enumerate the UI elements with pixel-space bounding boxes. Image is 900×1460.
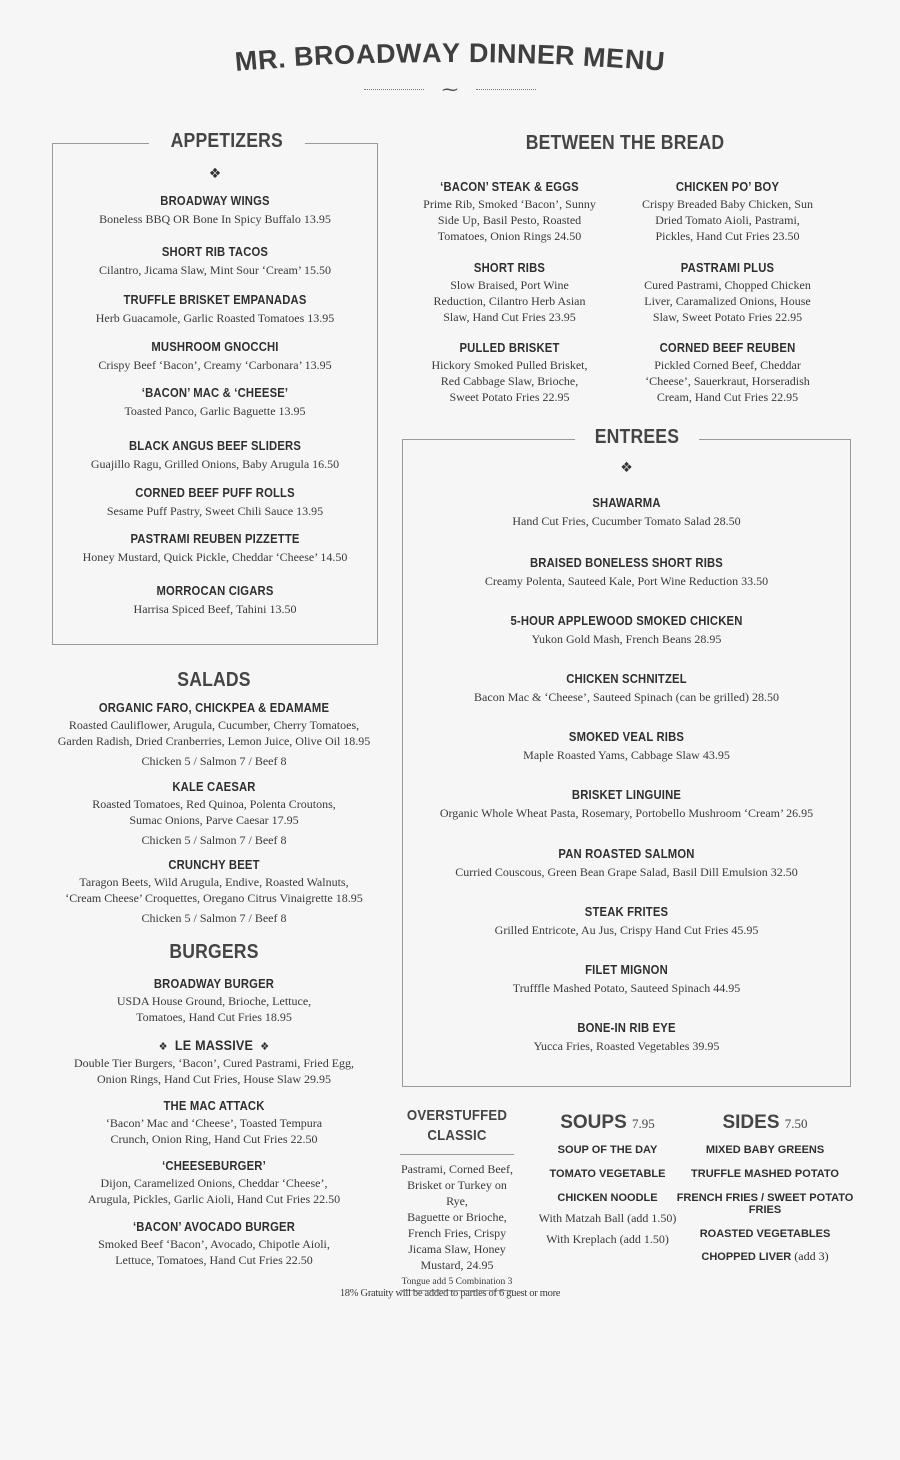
item-name: BRAISED BONELESS SHORT RIBS	[529, 556, 723, 570]
soups-price: 7.95	[632, 1116, 655, 1131]
item-name: ‘BACON’ AVOCADO BURGER	[132, 1220, 296, 1234]
salads-heading: SALADS	[177, 669, 251, 691]
item-description: Bacon Mac & ‘Cheese’, Sauteed Spinach (can be grilled) 28.50	[474, 690, 779, 704]
overstuffed-heading-line1: OVERSTUFFED	[406, 1107, 508, 1124]
appetizer-item	[53, 245, 377, 278]
appetizer-item	[53, 194, 377, 227]
item-name-row	[68, 977, 360, 991]
title-letter	[460, 38, 468, 69]
title-ornament	[0, 80, 900, 99]
appetizers-section	[52, 130, 378, 645]
overstuffed-divider	[400, 1154, 514, 1155]
appetizer-item	[53, 584, 377, 617]
item-description: Crispy Beef ‘Bacon’, Creamy ‘Carbonara’ 13.95	[98, 358, 332, 372]
item-name: KALE CAESAR	[172, 780, 256, 794]
appetizer-item	[53, 532, 377, 565]
item-description: Yucca Fries, Roasted Vegetables 39.95	[533, 1039, 720, 1053]
item-addons: Chicken 5 / Salmon 7 / Beef 8	[141, 911, 287, 925]
item-name-row	[68, 1220, 360, 1234]
appetizer-item	[53, 340, 377, 373]
soup-option: With Kreplach (add 1.50)	[546, 1232, 669, 1246]
sandwich-item	[422, 180, 597, 244]
item-description: Maple Roasted Yams, Cabbage Slaw 43.95	[523, 748, 730, 762]
diamond-ornament-icon: ❖	[208, 166, 222, 182]
sandwich-item	[640, 341, 815, 405]
item-name: LE MASSIVE	[174, 1037, 254, 1053]
burger-item	[52, 1220, 376, 1268]
entree-item	[403, 847, 850, 880]
salad-item	[52, 701, 376, 769]
item-description-line: Crispy Breaded Baby Chicken, Sun	[642, 197, 813, 211]
burger-item	[52, 977, 376, 1025]
item-description: Harrisa Spiced Beef, Tahini 13.50	[133, 602, 297, 616]
item-description-line2: Lettuce, Tomatoes, Hand Cut Fries 22.50	[115, 1253, 313, 1267]
item-name: FILET MIGNON	[585, 963, 668, 977]
item-description-line2: Tomatoes, Hand Cut Fries 18.95	[136, 1010, 292, 1024]
item-name: PULLED BRISKET	[459, 341, 560, 355]
item-description-line: Pickled Corned Beef, Cheddar	[654, 358, 801, 372]
item-description-line: ‘Cheese’, Sauerkraut, Horseradish	[645, 374, 810, 388]
item-description-line: Hickory Smoked Pulled Brisket,	[431, 358, 588, 372]
soup-item: SOUP OF THE DAY	[557, 1144, 658, 1156]
item-description-line2: Crunch, Onion Ring, Hand Cut Fries 22.50	[110, 1132, 318, 1146]
item-name: PASTRAMI REUBEN PIZZETTE	[130, 532, 300, 546]
title-letter: D	[468, 38, 489, 69]
overstuffed-description-line: Pastrami, Corned Beef,	[401, 1162, 513, 1176]
item-name-row	[68, 1037, 360, 1053]
title-letter: D	[375, 38, 397, 70]
title-letter: M	[234, 45, 260, 77]
burger-item	[52, 1099, 376, 1147]
item-description: Honey Mustard, Quick Pickle, Cheddar ‘Cheese’ 14.50	[82, 550, 348, 564]
item-description-line: Red Cabbage Slaw, Brioche,	[440, 374, 579, 388]
item-name: CHICKEN SCHNITZEL	[566, 672, 687, 686]
soups-heading	[535, 1112, 680, 1134]
sides-section	[676, 1112, 854, 1264]
divider-right	[476, 89, 536, 90]
item-description-line: Slaw, Sweet Potato Fries 22.95	[652, 310, 803, 324]
item-description: Organic Whole Wheat Pasta, Rosemary, Portobello Mushroom ‘Cream’ 26.95	[439, 806, 814, 820]
appetizer-item	[53, 486, 377, 519]
divider-left	[364, 89, 424, 90]
item-name: CHICKEN PO’ BOY	[675, 180, 780, 194]
title-letter: N	[496, 38, 517, 70]
title-letter: Y	[441, 37, 461, 69]
entree-item	[403, 730, 850, 763]
appetizer-item	[53, 386, 377, 419]
salad-item	[52, 858, 376, 926]
item-name: SMOKED VEAL RIBS	[568, 730, 685, 744]
burger-item	[52, 1159, 376, 1207]
soup-option: With Matzah Ball (add 1.50)	[538, 1211, 677, 1225]
item-name: SHAWARMA	[592, 496, 661, 510]
appetizers-heading-wrap	[149, 130, 305, 153]
swash-ornament-icon: ⁓	[442, 80, 458, 99]
item-name-row	[68, 1099, 360, 1113]
item-description-line: Dried Tomato Aioli, Pastrami,	[655, 213, 800, 227]
appetizer-item	[53, 293, 377, 326]
item-description-line: Slaw, Hand Cut Fries 23.95	[443, 310, 576, 324]
soup-item: CHICKEN NOODLE	[557, 1192, 658, 1204]
title-letter: M	[582, 41, 608, 74]
item-name: ORGANIC FARO, CHICKPEA & EDAMAME	[98, 701, 330, 715]
item-name: 5-HOUR APPLEWOOD SMOKED CHICKEN	[510, 614, 743, 628]
side-item: ROASTED VEGETABLES	[699, 1228, 831, 1240]
item-description: Trufffle Mashed Potato, Sauteed Spinach 44.95	[512, 981, 741, 995]
item-description-line1: USDA House Ground, Brioche, Lettuce,	[116, 994, 312, 1008]
soup-item: TOMATO VEGETABLE	[549, 1168, 666, 1180]
item-description-line1: ‘Bacon’ Mac and ‘Cheese’, Toasted Tempura	[105, 1116, 323, 1130]
item-description: Boneless BBQ OR Bone In Spicy Buffalo 13.95	[99, 212, 331, 226]
side-item-label: CHOPPED LIVER	[701, 1251, 792, 1263]
entree-item	[403, 788, 850, 821]
item-name: ‘BACON’ MAC & ‘CHEESE’	[141, 386, 289, 400]
overstuffed-description-line: Baguette or Brioche,	[407, 1210, 507, 1224]
item-description-line: Side Up, Basil Pesto, Roasted	[437, 213, 582, 227]
overstuffed-classic-section	[396, 1106, 518, 1291]
diamond-ornament-icon: ❖	[260, 1040, 270, 1053]
sandwich-item	[640, 180, 815, 244]
item-description-line: Sweet Potato Fries 22.95	[449, 390, 570, 404]
side-item: MIXED BABY GREENS	[705, 1144, 825, 1156]
item-name: ‘BACON’ STEAK & EGGS	[440, 180, 579, 194]
item-description-line1: Taragon Beets, Wild Arugula, Endive, Roasted Walnuts,	[79, 875, 349, 889]
item-description-line1: Dijon, Caramelized Onions, Cheddar ‘Cheese’,	[100, 1176, 328, 1190]
item-description-line: Slow Braised, Port Wine	[450, 278, 569, 292]
item-description-line: Prime Rib, Smoked ‘Bacon’, Sunny	[423, 197, 596, 211]
item-name: CORNED BEEF PUFF ROLLS	[135, 486, 295, 500]
item-name-row	[68, 1159, 360, 1173]
salad-item	[52, 780, 376, 848]
burgers-heading: BURGERS	[169, 941, 259, 963]
item-description-line2: Onion Rings, Hand Cut Fries, House Slaw 29.95	[97, 1072, 331, 1086]
side-item: FRENCH FRIES / SWEET POTATO FRIES	[676, 1192, 854, 1216]
entree-item	[403, 963, 850, 996]
item-addons: Chicken 5 / Salmon 7 / Beef 8	[141, 754, 287, 768]
diamond-ornament-icon: ❖	[158, 1040, 168, 1053]
item-description: Creamy Polenta, Sauteed Kale, Port Wine Reduction 33.50	[484, 574, 769, 588]
item-description-line2: Garden Radish, Dried Cranberries, Lemon Juice, Olive Oil 18.95	[57, 734, 371, 748]
title-letter: E	[605, 42, 626, 75]
title-letter: I	[488, 38, 497, 69]
item-description: Toasted Panco, Garlic Baguette 13.95	[124, 404, 306, 418]
entrees-heading: ENTREES	[594, 426, 680, 448]
item-description: Yukon Gold Mash, French Beans 28.95	[531, 632, 722, 646]
title-letter: .	[277, 43, 288, 74]
item-name: ‘CHEESEBURGER’	[162, 1159, 266, 1173]
entree-item	[403, 1021, 850, 1054]
entree-item	[403, 614, 850, 647]
item-name: BROADWAY BURGER	[153, 977, 275, 991]
sandwich-item	[640, 261, 815, 325]
title-letter: R	[554, 40, 576, 72]
item-name: PASTRAMI PLUS	[680, 261, 775, 275]
gratuity-note: 18% Gratuity will be added to parties of 6 guest or more	[339, 1288, 561, 1299]
item-name: CORNED BEEF REUBEN	[659, 341, 796, 355]
item-description-line: Pickles, Hand Cut Fries 23.50	[655, 229, 800, 243]
item-name: PAN ROASTED SALMON	[558, 847, 695, 861]
item-description: Cilantro, Jicama Slaw, Mint Sour ‘Cream’ 15.50	[99, 263, 331, 277]
burger-item	[52, 1037, 376, 1087]
item-description-line: Cream, Hand Cut Fries 22.95	[656, 390, 799, 404]
sides-heading	[676, 1112, 854, 1134]
title-letter: E	[535, 39, 556, 71]
item-name: BLACK ANGUS BEEF SLIDERS	[128, 439, 302, 453]
item-description: Guajillo Ragu, Grilled Onions, Baby Arugula 16.50	[90, 457, 340, 471]
title-letter: N	[516, 38, 538, 70]
title-letter: O	[333, 39, 357, 71]
overstuffed-note: Tongue add 5 Combination 3	[401, 1277, 513, 1287]
item-name: CRUNCHY BEET	[168, 858, 260, 872]
item-description: Herb Guacamole, Garlic Roasted Tomatoes 13.95	[95, 311, 335, 325]
between-the-bread-heading: BETWEEN THE BREAD	[525, 132, 725, 154]
entree-item	[403, 496, 850, 529]
overstuffed-description-line: Brisket or Turkey on Rye,	[407, 1178, 507, 1208]
item-name: THE MAC ATTACK	[163, 1099, 265, 1113]
item-name: TRUFFLE BRISKET EMPANADAS	[123, 293, 307, 307]
item-description-line: Liver, Caramalized Onions, House	[644, 294, 811, 308]
item-description-line1: Double Tier Burgers, ‘Bacon’, Cured Pastrami, Fried Egg,	[73, 1056, 355, 1070]
sides-title: SIDES	[722, 1112, 780, 1133]
item-description: Grilled Entricote, Au Jus, Crispy Hand Cut Fries 45.95	[494, 923, 759, 937]
title-letter: A	[421, 38, 443, 69]
item-description-line1: Smoked Beef ‘Bacon’, Avocado, Chipotle Aioli,	[98, 1237, 330, 1251]
item-addons: Chicken 5 / Salmon 7 / Beef 8	[141, 833, 287, 847]
entree-item	[403, 556, 850, 589]
item-description: Sesame Puff Pastry, Sweet Chili Sauce 13.95	[106, 504, 324, 518]
title-letter: N	[623, 43, 646, 76]
item-name: MUSHROOM GNOCCHI	[151, 340, 279, 354]
entrees-section	[402, 426, 851, 1087]
side-item: TRUFFLE MASHED POTATO	[691, 1168, 839, 1180]
soups-title: SOUPS	[560, 1112, 627, 1133]
title-letter: R	[313, 40, 336, 72]
menu-title	[0, 37, 900, 77]
menu-title-text	[234, 37, 666, 77]
item-name: MORROCAN CIGARS	[156, 584, 274, 598]
overstuffed-description-line: Jicama Slaw, Honey	[408, 1242, 506, 1256]
item-description: Hand Cut Fries, Cucumber Tomato Salad 28.50	[512, 514, 741, 528]
entrees-heading-wrap	[575, 426, 699, 449]
item-description-line: Cured Pastrami, Chopped Chicken	[644, 278, 811, 292]
item-name: BONE-IN RIB EYE	[577, 1021, 676, 1035]
side-item-note: (add 3)	[794, 1249, 829, 1263]
item-name: BRISKET LINGUINE	[571, 788, 682, 802]
overstuffed-description-line: French Fries, Crispy	[407, 1226, 507, 1240]
title-letter: B	[293, 40, 316, 72]
overstuffed-description-line: Mustard, 24.95	[420, 1258, 494, 1272]
appetizer-item	[53, 439, 377, 472]
item-description-line2: Arugula, Pickles, Garlic Aioli, Hand Cut Fries 22.50	[87, 1192, 341, 1206]
item-name: BROADWAY WINGS	[160, 194, 270, 208]
title-letter: A	[355, 38, 377, 70]
title-letter: U	[643, 45, 666, 77]
item-description: Curried Couscous, Green Bean Grape Salad, Basil Dill Emulsion 32.50	[455, 865, 798, 879]
item-description-line1: Roasted Tomatoes, Red Quinoa, Polenta Croutons,	[92, 797, 336, 811]
sandwich-item	[422, 261, 597, 325]
entree-item	[403, 905, 850, 938]
sides-price: 7.50	[784, 1116, 808, 1131]
title-letter: W	[395, 38, 423, 69]
item-description-line1: Roasted Cauliflower, Arugula, Cucumber, Cherry Tomatoes,	[68, 718, 360, 732]
item-name: STEAK FRITES	[584, 905, 669, 919]
item-description-line2: ‘Cream Cheese’ Croquettes, Oregano Citrus Vinaigrette 18.95	[65, 891, 363, 905]
item-description-line: Tomatoes, Onion Rings 24.50	[437, 229, 582, 243]
appetizers-heading: APPETIZERS	[170, 130, 283, 152]
item-description-line2: Sumac Onions, Parve Caesar 17.95	[129, 813, 299, 827]
soups-section	[535, 1112, 680, 1247]
title-letter: R	[257, 43, 280, 76]
item-description-line: Reduction, Cilantro Herb Asian	[433, 294, 586, 308]
item-name: SHORT RIBS	[473, 261, 546, 275]
diamond-ornament-icon: ❖	[620, 460, 633, 476]
entree-item	[403, 672, 850, 705]
side-item-chopped-liver	[676, 1249, 854, 1264]
sandwich-item	[422, 341, 597, 405]
overstuffed-heading-line2: CLASSIC	[427, 1127, 487, 1144]
item-name: SHORT RIB TACOS	[161, 245, 269, 259]
